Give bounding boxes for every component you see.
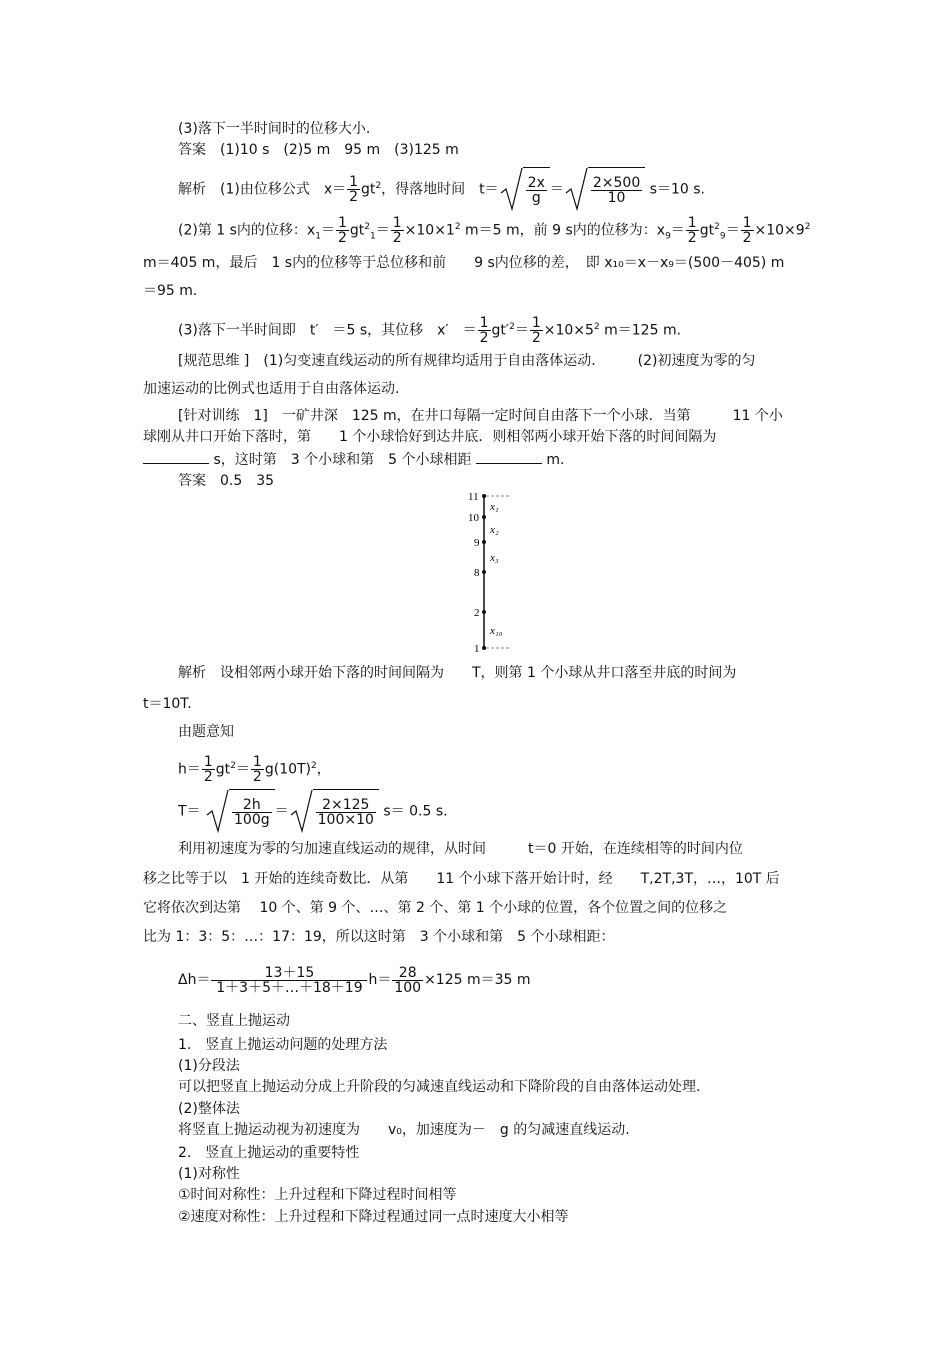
ball-9 [482, 540, 486, 544]
solution-line-5: 移之比等于以 1 开始的连续奇数比．从第 11 个小球下落开始计时，经 T,2T,3T，…，10T 后 [143, 871, 780, 887]
method-1-desc: 可以把竖直上抛运动分成上升阶段的匀减速直线运动和下降阶段的自由落体运动处理. [178, 1079, 701, 1095]
ball-10 [482, 515, 486, 519]
ball-1 [482, 646, 486, 650]
segment-x3: x₃ [490, 552, 499, 564]
label-9: 9 [474, 537, 480, 549]
label-11: 11 [468, 491, 479, 503]
solution-line-4: 利用初速度为零的匀加速直线运动的规律，从时间 t＝0 开始，在连续相等的时间内位 [178, 841, 743, 857]
ball-11 [482, 494, 486, 498]
label-8: 8 [474, 567, 480, 579]
ball-2 [482, 610, 486, 614]
solution-line-3: 由题意知 [178, 724, 234, 740]
solution-line-7: 比为 1：3：5：…：17：19，所以这时第 3 个小球和第 5 个小球相距： [143, 929, 615, 945]
formula-h: h＝ $\frac{1}{2}$ $gt^2=$ $\frac{1}{2}$ $g(10T)^2$， [178, 754, 331, 786]
training-line-1: [针对训练 1] 一矿井深 125 m，在井口每隔一定时间自由落下一个小球．当第 11 个小 [178, 408, 783, 424]
training-answer: 答案 0.5 35 [178, 473, 275, 489]
answer-line: 答案 (1)10 s (2)5 m 95 m (3)125 m [178, 142, 459, 158]
norm-thinking-1: [规范思维 ] (1)匀变速直线运动的所有规律均适用于自由落体运动. (2)初速度为零的匀 [178, 353, 756, 369]
section-heading-2: 二、竖直上抛运动 [178, 1013, 290, 1029]
analysis-line-1: 解析 (1)由位移公式 x＝ $\frac{1}{2}$ $gt^2$，得落地时间 t＝ $\frac{2x}{g}$ ＝ $\frac{2\times 500}{10}$ s＝10 s. [178, 164, 705, 212]
solution-line-6: 它将依次到达第 10 个、第 9 个、…、第 2 个、第 1 个小球的位置，各个位置之间的位移之 [143, 900, 728, 916]
analysis-line-2: (2)第 1 s内的位移：$x_1=$ $\frac{1}{2}$ $gt^2_1=$ $\frac{1}{2}$ $\times 10\times 1^2$ m＝5 m，前 9 s内的位移为：$x_9=$ $\frac{1}{2}$ $gt^2_9=$ $\frac{1}{2}$ $\times 10\times 9^2$ [178, 215, 811, 247]
velocity-symmetry: ②速度对称性：上升过程和下降过程通过同一点时速度大小相等 [178, 1209, 569, 1225]
segment-x2: x₂ [490, 524, 499, 536]
formula-T: T＝ $\frac{2h}{100g}$ ＝ $\frac{2\times 125}{100\times 10}$ s＝ 0.5 s. [178, 789, 448, 834]
formula-delta-h: Δh＝ $\frac{13+15}{1+3+5+\dots+18+19}$ h＝ $\frac{28}{100}$ ×125 m＝35 m [178, 964, 531, 996]
label-2: 2 [474, 607, 480, 619]
method-2: (2)整体法 [178, 1101, 240, 1117]
fraction-half: $\frac{1}{2}$ [349, 174, 359, 206]
training-line-2: 球刚从井口开始下落时，第 1 个小球恰好到达井底．则相邻两小球开始下落的时间间隔为 [143, 429, 717, 445]
well-shaft-figure [462, 489, 522, 655]
sqrt-2x-over-g: $\frac{2x}{g}$ [499, 167, 550, 212]
training-line-3: s，这时第 3 个小球和第 5 个小球相距 m. [143, 451, 564, 468]
method-2-desc: 将竖直上抛运动视为初速度为 v₀，加速度为－ g 的匀减速直线运动. [178, 1122, 630, 1138]
segment-x10: x₁₀ [490, 625, 503, 637]
analysis-line-4: ＝95 m. [143, 283, 198, 299]
property-1: (1)对称性 [178, 1166, 240, 1182]
solution-line-2: t＝10T. [143, 696, 192, 712]
segment-x1: x₁ [490, 501, 499, 513]
solution-line-1: 解析 设相邻两小球开始下落的时间间隔为 T，则第 1 个小球从井口落至井底的时间为 [178, 665, 737, 681]
question-part-3: (3)落下一半时间时的位移大小. [178, 121, 371, 137]
subheading-1: 1. 竖直上抛运动问题的处理方法 [178, 1037, 388, 1053]
method-1: (1)分段法 [178, 1058, 240, 1074]
ball-8 [482, 570, 486, 574]
norm-thinking-2: 加速运动的比例式也适用于自由落体运动. [143, 381, 400, 397]
subheading-2: 2. 竖直上抛运动的重要特性 [178, 1145, 360, 1161]
answer-blank-1[interactable] [143, 451, 209, 464]
label-10: 10 [468, 512, 479, 524]
answer-blank-2[interactable] [476, 451, 542, 464]
analysis-line-5: (3)落下一半时间即 t′ ＝5 s，其位移 x′ ＝ $\frac{1}{2}$ $gt'^2=$ $\frac{1}{2}$ $\times 10\times 5^2$ m＝125 m. [178, 315, 682, 347]
label-1: 1 [474, 643, 480, 655]
analysis-line-3: m＝405 m，最后 1 s内的位移等于总位移和前 9 s内位移的差， 即 x₁₀＝x－x₉＝(500－405) m [143, 255, 785, 271]
sqrt-1000-over-10: $\frac{2\times 500}{10}$ [564, 167, 645, 212]
time-symmetry: ①时间对称性：上升过程和下降过程时间相等 [178, 1187, 457, 1203]
